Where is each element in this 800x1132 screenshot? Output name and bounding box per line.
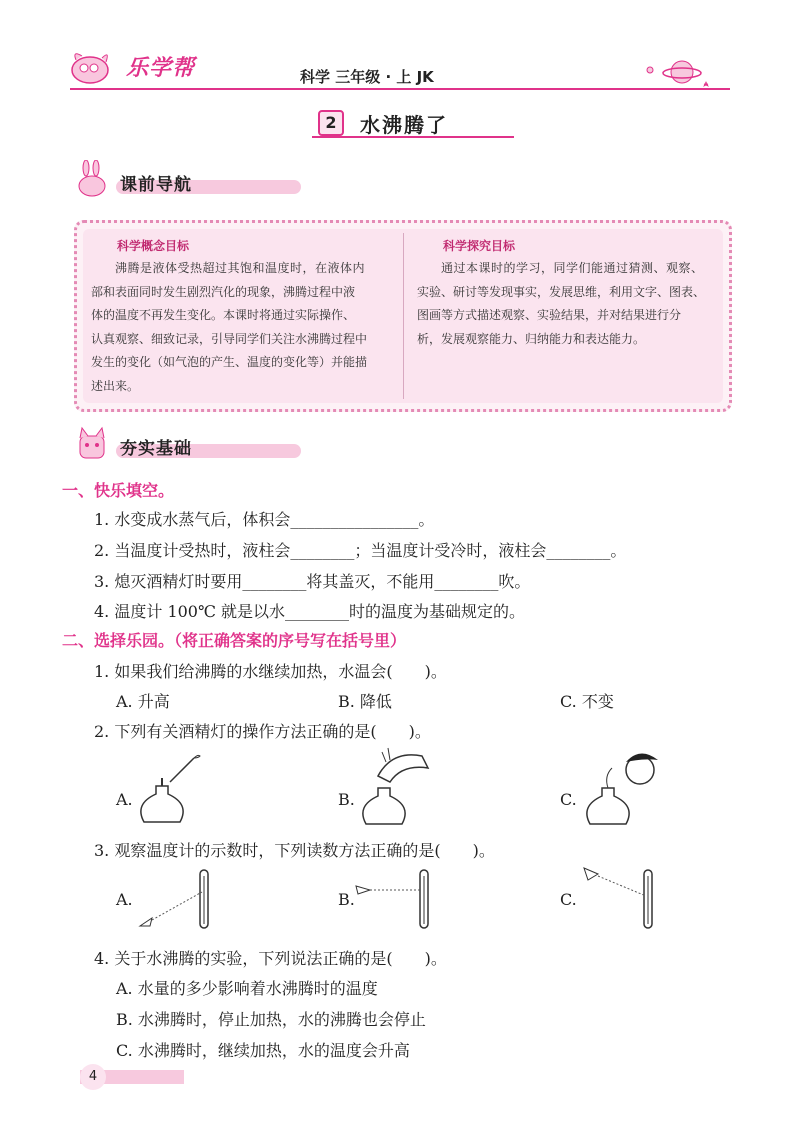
alcohol-lamp-pour-icon: [352, 746, 434, 832]
goals-box-inner: [83, 229, 723, 403]
choice-q1-option-a: A. 升高: [116, 692, 170, 711]
thermometer-view-c-icon: [578, 862, 662, 932]
inquiry-line: 析，发展观察能力、归纳能力和表达能力。: [417, 331, 646, 346]
inquiry-goal: [417, 237, 717, 351]
part2-title: 二、选择乐园。（将正确答案的序号写在括号里）: [62, 631, 407, 650]
concept-line: 认真观察、细致记录，引导同学们关注水沸腾过程中: [91, 331, 368, 346]
subject-grade-label: 科学 三年级 · 上 JK: [300, 68, 434, 86]
concept-goal: [91, 237, 395, 398]
choice-q3-option-c: C.: [560, 890, 577, 909]
inquiry-goal-text: [417, 257, 717, 351]
choice-q2-option-c: C.: [560, 790, 577, 809]
concept-line: 沸腾是液体受热超过其饱和温度时，在液体内: [115, 261, 366, 275]
choice-q2-option-a: A.: [116, 790, 133, 809]
rabbit-icon: [72, 160, 112, 198]
choice-q4-option-b: B. 水沸腾时，停止加热，水的沸腾也会停止: [116, 1010, 426, 1029]
choice-q3-stem: 3. 观察温度计的示数时，下列读数方法正确的是( )。: [94, 841, 495, 860]
brand-logo: [66, 46, 195, 86]
goals-column-divider: [403, 233, 404, 399]
inquiry-line: 图画等方式描述观察、实验结果，并对结果进行分: [417, 308, 682, 322]
choice-q3-option-b: B.: [338, 890, 355, 909]
choice-q1-stem: 1. 如果我们给沸腾的水继续加热，水温会( )。: [94, 662, 447, 681]
basics-section-header: [72, 430, 252, 462]
cat-icon: [72, 424, 112, 462]
inquiry-goal-heading: 科学探究目标: [443, 239, 516, 253]
choice-q2-stem: 2. 下列有关酒精灯的操作方法正确的是( )。: [94, 722, 431, 741]
alcohol-lamp-blow-icon: [578, 746, 668, 832]
fill-blank-1: 1. 水变成水蒸气后，体积会________________。: [94, 510, 435, 529]
concept-line: 体的温度不再发生变化。本课时将通过实际操作、: [91, 308, 356, 322]
thermometer-view-b-icon: [352, 866, 436, 932]
concept-line: 发生的变化（如气泡的产生、温度的变化等）并能描: [91, 355, 368, 369]
choice-q4-option-a: A. 水量的多少影响着水沸腾时的温度: [116, 979, 378, 998]
page-number: 4: [80, 1064, 106, 1090]
goals-box: [74, 220, 732, 412]
choice-q3-option-a: A.: [116, 890, 133, 909]
fill-blank-3: 3. 熄灭酒精灯时要用________将其盖灭，不能用________吹。: [94, 572, 531, 591]
fill-blank-4: 4. 温度计 100℃ 就是以水________时的温度为基础规定的。: [94, 602, 525, 621]
lesson-title: [312, 110, 514, 138]
choice-q4-option-c: C. 水沸腾时，继续加热，水的温度会升高: [116, 1041, 410, 1060]
preview-section-title: 课前导航: [120, 174, 192, 195]
choice-q1-option-c: C. 不变: [560, 692, 614, 711]
alcohol-lamp-match-icon: [134, 752, 204, 830]
choice-q2-option-b: B.: [338, 790, 355, 809]
choice-q1-option-b: B. 降低: [338, 692, 392, 711]
logo-text: 乐学帮: [126, 55, 196, 81]
part1-title: 一、快乐填空。: [62, 481, 175, 500]
lesson-title-text: 水沸腾了: [360, 112, 448, 137]
concept-line: 述出来。: [91, 378, 140, 393]
fill-blank-2: 2. 当温度计受热时，液柱会________；当温度计受冷时，液柱会________。: [94, 541, 627, 560]
thermometer-view-a-icon: [136, 866, 216, 932]
inquiry-line: 实验、研讨等发现事实，发展思维，利用文字、图表、: [417, 284, 706, 299]
inquiry-line: 通过本课时的学习，同学们能通过猜测、观察、: [441, 261, 704, 275]
choice-q4-stem: 4. 关于水沸腾的实验，下列说法正确的是( )。: [94, 949, 447, 968]
concept-goal-text: [91, 257, 395, 398]
concept-goal-heading: 科学概念目标: [117, 239, 190, 253]
concept-line: 部和表面同时发生剧烈汽化的现象，沸腾过程中液: [91, 284, 356, 299]
mascot-icon: [66, 46, 122, 86]
header-divider: [70, 88, 730, 90]
preview-section-header: [72, 166, 252, 198]
basics-section-title: 夯实基础: [120, 438, 192, 459]
lesson-number: 2: [318, 110, 344, 136]
